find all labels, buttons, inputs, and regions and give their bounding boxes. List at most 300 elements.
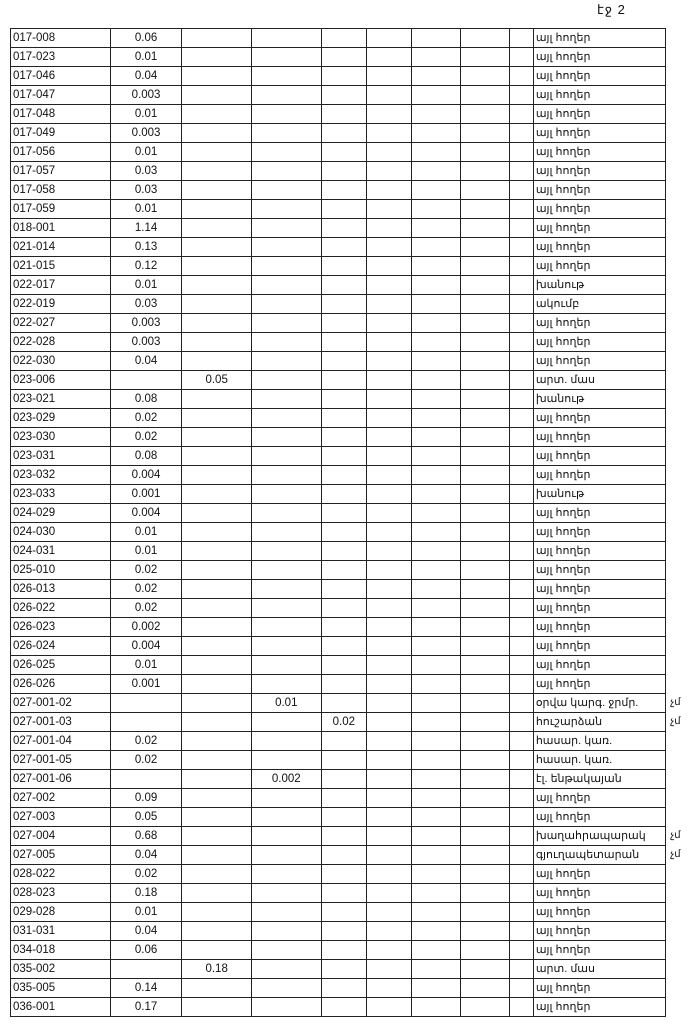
empty-cell	[411, 827, 460, 846]
land-use: այլ հողեր	[533, 162, 665, 181]
area-col-4	[321, 979, 366, 998]
empty-cell	[461, 485, 510, 504]
empty-cell	[461, 29, 510, 48]
empty-cell	[411, 561, 460, 580]
empty-cell	[461, 694, 510, 713]
empty-cell	[411, 542, 460, 561]
area-col-4: 0.02	[321, 713, 366, 732]
empty-cell	[411, 238, 460, 257]
land-use: այլ հողեր	[533, 618, 665, 637]
area-col-1: 0.02	[110, 732, 182, 751]
table-row	[11, 162, 691, 181]
empty-cell	[461, 656, 510, 675]
empty-cell	[367, 827, 412, 846]
table-row	[11, 656, 691, 675]
empty-cell	[411, 694, 460, 713]
area-col-3	[251, 808, 321, 827]
area-col-4	[321, 143, 366, 162]
table-row	[11, 998, 691, 1017]
area-col-1: 0.08	[110, 390, 182, 409]
parcel-id: 022-028	[11, 333, 111, 352]
empty-cell	[367, 48, 412, 67]
table-row	[11, 618, 691, 637]
table-row	[11, 827, 691, 846]
area-col-3	[251, 29, 321, 48]
area-col-3	[251, 580, 321, 599]
margin-note	[666, 409, 691, 428]
parcel-id: 017-046	[11, 67, 111, 86]
area-col-2	[182, 770, 252, 789]
area-col-2	[182, 219, 252, 238]
empty-cell	[461, 162, 510, 181]
empty-cell	[411, 637, 460, 656]
land-use: հուշարձան	[533, 713, 665, 732]
empty-cell	[367, 865, 412, 884]
area-col-1: 0.04	[110, 67, 182, 86]
area-col-4	[321, 371, 366, 390]
empty-cell	[367, 276, 412, 295]
area-col-4	[321, 960, 366, 979]
area-col-4	[321, 124, 366, 143]
empty-cell	[367, 732, 412, 751]
area-col-4	[321, 941, 366, 960]
land-use: այլ հողեր	[533, 447, 665, 466]
empty-cell	[411, 257, 460, 276]
area-col-2	[182, 295, 252, 314]
area-col-3	[251, 542, 321, 561]
area-col-2	[182, 884, 252, 903]
empty-cell	[510, 789, 533, 808]
parcel-id: 018-001	[11, 219, 111, 238]
land-use: այլ հողեր	[533, 979, 665, 998]
area-col-3	[251, 200, 321, 219]
area-col-4	[321, 922, 366, 941]
empty-cell	[461, 295, 510, 314]
land-use: այլ հողեր	[533, 523, 665, 542]
margin-note	[666, 561, 691, 580]
area-col-1: 0.17	[110, 998, 182, 1017]
empty-cell	[461, 998, 510, 1017]
area-col-4	[321, 105, 366, 124]
table-row	[11, 466, 691, 485]
margin-note	[666, 219, 691, 238]
table-row	[11, 371, 691, 390]
empty-cell	[411, 314, 460, 333]
area-col-4	[321, 67, 366, 86]
empty-cell	[461, 447, 510, 466]
empty-cell	[411, 219, 460, 238]
area-col-2	[182, 713, 252, 732]
area-col-2	[182, 352, 252, 371]
table-row	[11, 732, 691, 751]
empty-cell	[411, 295, 460, 314]
land-use: այլ հողեր	[533, 181, 665, 200]
margin-note	[666, 675, 691, 694]
land-use: օրվա կարգ. ջրմր.	[533, 694, 665, 713]
area-col-3	[251, 979, 321, 998]
area-col-3	[251, 656, 321, 675]
empty-cell	[461, 371, 510, 390]
area-col-3	[251, 846, 321, 865]
area-col-3	[251, 238, 321, 257]
area-col-2	[182, 846, 252, 865]
empty-cell	[367, 390, 412, 409]
area-col-2	[182, 162, 252, 181]
empty-cell	[411, 979, 460, 998]
empty-cell	[461, 314, 510, 333]
land-use: արտ. մաս	[533, 960, 665, 979]
area-col-3	[251, 523, 321, 542]
margin-note	[666, 105, 691, 124]
empty-cell	[367, 960, 412, 979]
area-col-4	[321, 789, 366, 808]
empty-cell	[367, 29, 412, 48]
empty-cell	[411, 447, 460, 466]
land-use: այլ հողեր	[533, 124, 665, 143]
margin-note	[666, 67, 691, 86]
area-col-2	[182, 751, 252, 770]
table-row	[11, 713, 691, 732]
margin-note	[666, 352, 691, 371]
area-col-2	[182, 143, 252, 162]
margin-note: չմ	[670, 697, 681, 708]
area-col-1: 0.004	[110, 466, 182, 485]
empty-cell	[461, 333, 510, 352]
area-col-4	[321, 542, 366, 561]
table-row	[11, 523, 691, 542]
area-col-2	[182, 466, 252, 485]
area-col-3: 0.01	[251, 694, 321, 713]
empty-cell	[367, 884, 412, 903]
land-use: հասար. կառ.	[533, 751, 665, 770]
area-col-1: 0.02	[110, 599, 182, 618]
empty-cell	[510, 884, 533, 903]
area-col-4	[321, 523, 366, 542]
land-use: այլ հողեր	[533, 428, 665, 447]
area-col-4	[321, 580, 366, 599]
parcel-id: 027-005	[11, 846, 111, 865]
empty-cell	[461, 922, 510, 941]
area-col-4	[321, 751, 366, 770]
area-col-3	[251, 409, 321, 428]
empty-cell	[367, 238, 412, 257]
parcel-id: 027-001-04	[11, 732, 111, 751]
area-col-3	[251, 922, 321, 941]
land-use: խանութ	[533, 390, 665, 409]
parcel-id: 022-030	[11, 352, 111, 371]
empty-cell	[411, 580, 460, 599]
area-col-1	[110, 371, 182, 390]
land-use: այլ հողեր	[533, 48, 665, 67]
area-col-2	[182, 694, 252, 713]
area-col-4	[321, 409, 366, 428]
area-col-2	[182, 276, 252, 295]
table-row	[11, 504, 691, 523]
parcel-id: 022-027	[11, 314, 111, 333]
land-use: այլ հողեր	[533, 314, 665, 333]
table-row	[11, 428, 691, 447]
area-col-1: 0.06	[110, 29, 182, 48]
empty-cell	[367, 770, 412, 789]
empty-cell	[367, 200, 412, 219]
area-col-4	[321, 29, 366, 48]
land-use: այլ հողեր	[533, 86, 665, 105]
area-col-4	[321, 466, 366, 485]
area-col-1: 0.01	[110, 105, 182, 124]
table-row	[11, 865, 691, 884]
parcel-id: 035-005	[11, 979, 111, 998]
area-col-2	[182, 941, 252, 960]
empty-cell	[510, 960, 533, 979]
table-row	[11, 86, 691, 105]
area-col-4	[321, 561, 366, 580]
empty-cell	[510, 257, 533, 276]
parcel-id: 027-002	[11, 789, 111, 808]
empty-cell	[367, 333, 412, 352]
empty-cell	[367, 713, 412, 732]
area-col-2	[182, 257, 252, 276]
empty-cell	[367, 542, 412, 561]
land-use: այլ հողեր	[533, 143, 665, 162]
area-col-2	[182, 200, 252, 219]
area-col-2	[182, 580, 252, 599]
empty-cell	[461, 846, 510, 865]
empty-cell	[461, 713, 510, 732]
area-col-2	[182, 808, 252, 827]
empty-cell	[367, 447, 412, 466]
area-col-3	[251, 143, 321, 162]
table-row	[11, 675, 691, 694]
area-col-4	[321, 656, 366, 675]
land-use: այլ հողեր	[533, 656, 665, 675]
empty-cell	[461, 238, 510, 257]
area-col-1: 0.03	[110, 181, 182, 200]
area-col-2	[182, 732, 252, 751]
empty-cell	[367, 694, 412, 713]
empty-cell	[510, 808, 533, 827]
empty-cell	[367, 485, 412, 504]
parcel-id: 026-013	[11, 580, 111, 599]
area-col-2	[182, 827, 252, 846]
area-col-2	[182, 523, 252, 542]
area-col-4	[321, 599, 366, 618]
table-row	[11, 922, 691, 941]
table-row	[11, 314, 691, 333]
empty-cell	[510, 86, 533, 105]
parcel-id: 028-023	[11, 884, 111, 903]
table-row	[11, 124, 691, 143]
empty-cell	[411, 751, 460, 770]
empty-cell	[461, 827, 510, 846]
area-col-2	[182, 865, 252, 884]
empty-cell	[510, 732, 533, 751]
area-col-3	[251, 561, 321, 580]
parcel-id: 026-026	[11, 675, 111, 694]
area-col-2	[182, 561, 252, 580]
margin-note	[666, 143, 691, 162]
area-col-3	[251, 314, 321, 333]
empty-cell	[367, 637, 412, 656]
empty-cell	[461, 181, 510, 200]
table-row	[11, 941, 691, 960]
area-col-3	[251, 903, 321, 922]
empty-cell	[510, 504, 533, 523]
empty-cell	[411, 618, 460, 637]
area-col-1: 0.01	[110, 523, 182, 542]
empty-cell	[461, 428, 510, 447]
area-col-3	[251, 447, 321, 466]
parcel-id: 017-057	[11, 162, 111, 181]
area-col-1: 0.003	[110, 124, 182, 143]
empty-cell	[411, 124, 460, 143]
area-col-2	[182, 333, 252, 352]
area-col-1: 0.003	[110, 333, 182, 352]
empty-cell	[411, 48, 460, 67]
parcel-id: 024-031	[11, 542, 111, 561]
area-col-3	[251, 485, 321, 504]
margin-note	[666, 542, 691, 561]
land-use: այլ հողեր	[533, 789, 665, 808]
area-col-1: 0.02	[110, 428, 182, 447]
area-col-1: 0.02	[110, 865, 182, 884]
empty-cell	[367, 922, 412, 941]
margin-note	[666, 29, 691, 48]
area-col-2	[182, 542, 252, 561]
empty-cell	[510, 295, 533, 314]
margin-note: չմ	[670, 830, 681, 841]
parcel-table	[10, 28, 691, 1017]
area-col-4	[321, 276, 366, 295]
area-col-1: 0.01	[110, 542, 182, 561]
table-row	[11, 200, 691, 219]
area-col-2	[182, 618, 252, 637]
area-col-1: 0.13	[110, 238, 182, 257]
land-use: այլ հողեր	[533, 504, 665, 523]
area-col-3	[251, 865, 321, 884]
parcel-id: 024-029	[11, 504, 111, 523]
empty-cell	[461, 637, 510, 656]
area-col-3	[251, 162, 321, 181]
area-col-1: 0.06	[110, 941, 182, 960]
area-col-3	[251, 257, 321, 276]
margin-note	[666, 314, 691, 333]
area-col-3	[251, 86, 321, 105]
land-use: այլ հողեր	[533, 257, 665, 276]
area-col-1: 0.05	[110, 808, 182, 827]
empty-cell	[411, 409, 460, 428]
empty-cell	[367, 67, 412, 86]
empty-cell	[510, 352, 533, 371]
empty-cell	[510, 542, 533, 561]
area-col-1: 0.68	[110, 827, 182, 846]
area-col-1: 0.04	[110, 352, 182, 371]
area-col-3	[251, 333, 321, 352]
area-col-2	[182, 998, 252, 1017]
parcel-id: 023-032	[11, 466, 111, 485]
area-col-1: 0.09	[110, 789, 182, 808]
area-col-1: 0.01	[110, 903, 182, 922]
empty-cell	[461, 979, 510, 998]
area-col-2	[182, 390, 252, 409]
area-col-3	[251, 67, 321, 86]
empty-cell	[461, 542, 510, 561]
margin-note	[666, 751, 691, 770]
table-row	[11, 485, 691, 504]
margin-note: չմ	[670, 849, 681, 860]
empty-cell	[411, 86, 460, 105]
area-col-4	[321, 390, 366, 409]
empty-cell	[510, 428, 533, 447]
area-col-4	[321, 86, 366, 105]
area-col-4	[321, 257, 366, 276]
area-col-4	[321, 827, 366, 846]
table-row	[11, 181, 691, 200]
parcel-id: 027-001-02	[11, 694, 111, 713]
empty-cell	[411, 200, 460, 219]
area-col-1: 0.02	[110, 580, 182, 599]
area-col-1: 0.02	[110, 561, 182, 580]
empty-cell	[461, 732, 510, 751]
margin-note	[666, 238, 691, 257]
empty-cell	[510, 105, 533, 124]
land-use: խանութ	[533, 276, 665, 295]
parcel-id: 023-033	[11, 485, 111, 504]
empty-cell	[367, 504, 412, 523]
empty-cell	[510, 941, 533, 960]
empty-cell	[367, 143, 412, 162]
empty-cell	[367, 751, 412, 770]
empty-cell	[411, 371, 460, 390]
parcel-id: 027-001-06	[11, 770, 111, 789]
empty-cell	[411, 162, 460, 181]
area-col-1: 0.01	[110, 48, 182, 67]
margin-note	[666, 903, 691, 922]
parcel-id: 017-049	[11, 124, 111, 143]
area-col-4	[321, 181, 366, 200]
empty-cell	[367, 162, 412, 181]
area-col-3	[251, 390, 321, 409]
table-row	[11, 333, 691, 352]
empty-cell	[510, 447, 533, 466]
area-col-3	[251, 732, 321, 751]
land-use: խանութ	[533, 485, 665, 504]
land-use: այլ հողեր	[533, 29, 665, 48]
area-col-2	[182, 485, 252, 504]
empty-cell	[461, 352, 510, 371]
empty-cell	[461, 409, 510, 428]
margin-note	[666, 390, 691, 409]
area-col-4	[321, 485, 366, 504]
area-col-1: 0.001	[110, 675, 182, 694]
area-col-4	[321, 447, 366, 466]
empty-cell	[461, 67, 510, 86]
margin-note	[666, 48, 691, 67]
empty-cell	[411, 941, 460, 960]
margin-note	[666, 428, 691, 447]
area-col-1: 0.04	[110, 846, 182, 865]
table-row	[11, 903, 691, 922]
empty-cell	[510, 922, 533, 941]
empty-cell	[411, 504, 460, 523]
empty-cell	[367, 656, 412, 675]
table-row	[11, 105, 691, 124]
empty-cell	[367, 998, 412, 1017]
margin-note	[666, 295, 691, 314]
margin-note	[666, 200, 691, 219]
empty-cell	[461, 808, 510, 827]
area-col-3: 0.002	[251, 770, 321, 789]
empty-cell	[461, 789, 510, 808]
